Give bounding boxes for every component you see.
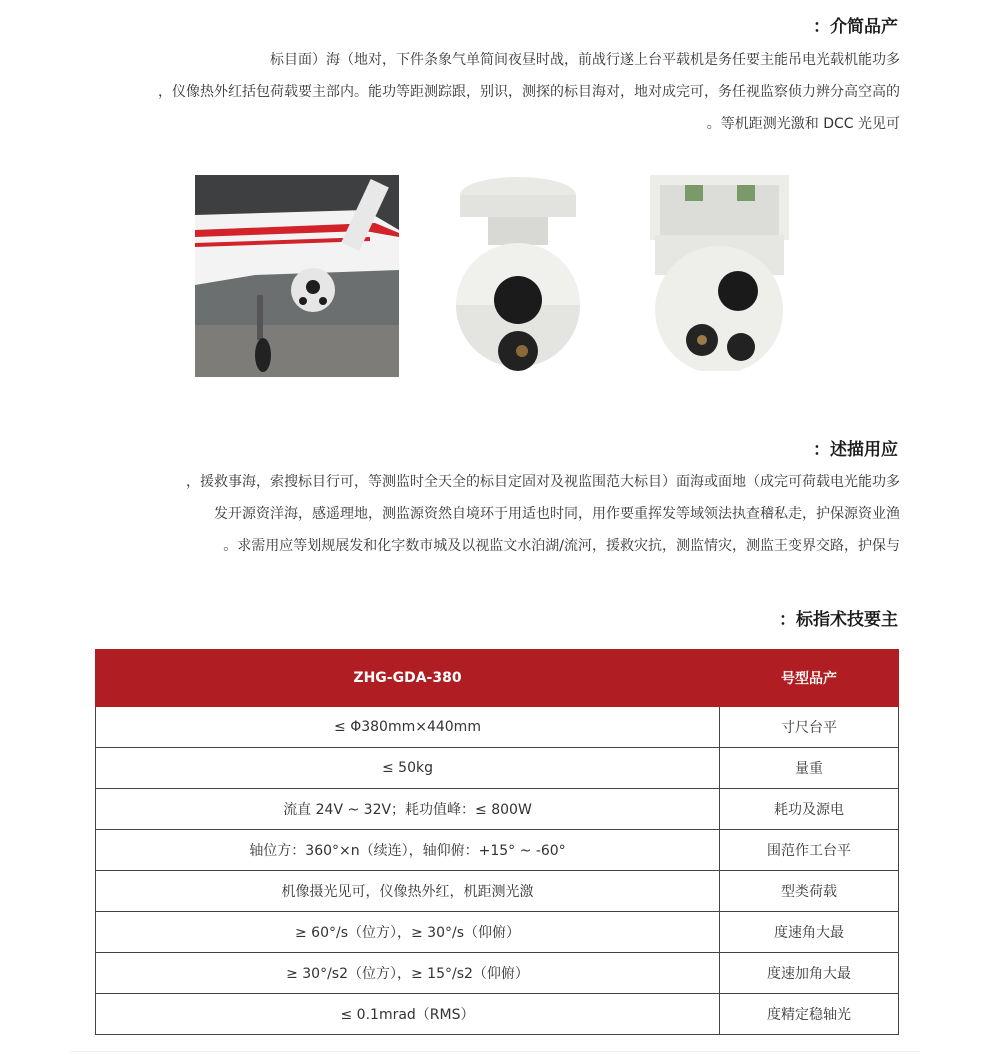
specs-title: ：标指术技要主 xyxy=(779,610,898,630)
table-row xyxy=(96,912,899,953)
application-paragraph xyxy=(95,466,900,562)
spec-value: ≥ 60°/s（位方），≥ 30°/s（仰俯） xyxy=(96,912,720,953)
gimbal-mount-photo xyxy=(640,175,799,371)
table-row xyxy=(96,871,899,912)
table-row xyxy=(96,748,899,789)
spec-label: 围范作工台平 xyxy=(720,830,899,871)
intro-line: 标目面）海（地对，下件条象气单简间夜昼时战，前战行遂上台平载机是务任要主能吊电光载机能功多 xyxy=(270,52,900,68)
spec-table xyxy=(95,649,899,1035)
application-title: ：述描用应 xyxy=(813,440,898,460)
table-row xyxy=(96,707,899,748)
spec-label: 耗功及源电 xyxy=(720,789,899,830)
table-row xyxy=(96,830,899,871)
spec-label: 型类荷载 xyxy=(720,871,899,912)
table-row xyxy=(96,994,899,1035)
spec-label: 度速加角大最 xyxy=(720,953,899,994)
table-row xyxy=(96,789,899,830)
spec-header-value: ZHG-GDA-380 xyxy=(96,650,720,707)
spec-label: 度精定稳轴光 xyxy=(720,994,899,1035)
spec-header-label: 号型品产 xyxy=(720,650,899,707)
spec-value: 轴位方：360°×n（续连），轴仰俯：+15° ~ -60° xyxy=(96,830,720,871)
application-line: 。求需用应等划规展发和化字数市城及以视监文水泊湖/流河，援救灾抗，测监情灾，测监王变界交路，护保与 xyxy=(223,538,900,554)
spec-label: 寸尺台平 xyxy=(720,707,899,748)
application-line: 发开源资洋海，感遥理地，测监源资然自境环于用适也时同，用作要重挥发等域领法执查稽私走，护保源资业渔 xyxy=(214,506,900,522)
aircraft-with-gimbal-photo xyxy=(195,175,399,377)
spec-label: 度速角大最 xyxy=(720,912,899,953)
intro-line: 。等机距测光激和 DCC 光见可 xyxy=(706,116,900,132)
spec-value: ≤ Φ380mm×440mm xyxy=(96,707,720,748)
footer-divider xyxy=(70,1051,920,1052)
spec-value: ≤ 0.1mrad（RMS） xyxy=(96,994,720,1035)
spec-value: ≤ 50kg xyxy=(96,748,720,789)
spec-value: ≥ 30°/s2（位方），≥ 15°/s2（仰俯） xyxy=(96,953,720,994)
application-line: ，援救事海，索搜标目行可，等测监时全天全的标目定固对及视监围范大标目）面海或面地（成完可荷载电光能功多 xyxy=(186,474,900,490)
spec-value: 机像摄光见可，仪像热外红，机距测光激 xyxy=(96,871,720,912)
spec-value: 流直 24V ~ 32V；耗功值峰：≤ 800W xyxy=(96,789,720,830)
gimbal-front-photo xyxy=(452,175,584,377)
spec-label: 量重 xyxy=(720,748,899,789)
spec-table-header-row xyxy=(96,650,899,707)
intro-line: ，仪像热外红括包荷载要主部内。能功等距测踪跟，别识，测探的标目海对，地对成完可，务任视监察侦力辨分高空高的 xyxy=(158,84,900,100)
intro-title: ：介简品产 xyxy=(813,17,898,37)
table-row xyxy=(96,953,899,994)
intro-paragraph xyxy=(95,44,900,140)
